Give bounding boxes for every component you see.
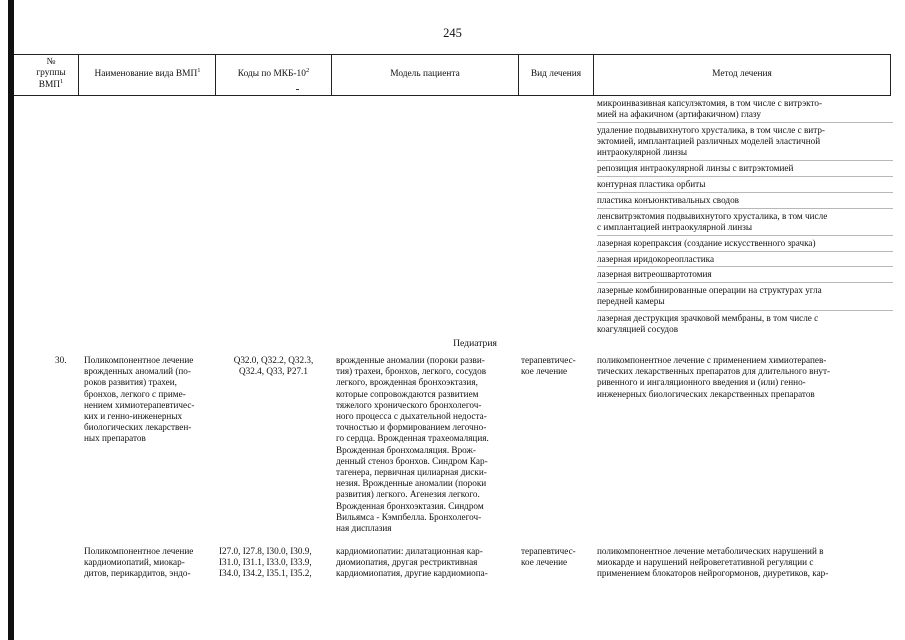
header-divider [593, 54, 594, 96]
method-item: пластика конъюнктивальных сводов [597, 195, 740, 205]
vmp-name: Поликомпонентное лечение кардиомиопатий, миокар- дитов, перикардитов, эндо- [84, 546, 194, 579]
method-separator [597, 192, 893, 193]
method-item: репозиция интраокулярной линзы с витрэктомией [597, 163, 794, 173]
header-group-no: № группы ВМП$^1$ [36, 57, 66, 90]
method-item: лазерные комбинированные операции на структурах угла передней камеры [597, 285, 822, 307]
method-item: контурная пластика орбиты [597, 179, 706, 189]
treatment-method: поликомпонентное лечение метаболических нарушений в миокарде и нарушений нейровегетативной регуляции с применением блокаторов нейрогормонов, диуретиков, кар- [597, 546, 829, 579]
treatment-type: терапевтичес- кое лечение [521, 546, 576, 568]
method-separator [597, 122, 893, 123]
mkb-codes: I27.0, I27.8, I30.0, I30.9, I31.0, I31.1, I33.0, I33.9, I34.0, I34.2, I35.1, I35.2, [219, 546, 312, 579]
method-separator [597, 310, 893, 311]
method-separator [597, 282, 893, 283]
patient-model: врожденные аномалии (пороки разви- тия) трахеи, бронхов, легкого, сосудов легкого, врожденная бронхоэктазия, которые сопровождаются развитием тяжелого хронического бронхолегоч- ного процесса с дыхательной недоста- точностью и формированием легочно- го сердца. Врожденная трахеомаляция. Врожденная бронхомаляция. Врож- денный стеноз бронхов. Синдром Кар- тагенера, первичная цилиарная диски- незия. Врожденные аномалии (пороки развития) легкого. Агенезия легкого. Врожденная бронхоэктазия. Синдром Вильямса - Кэмпбелла. Бронхолегоч- ная дисплазия [336, 355, 489, 534]
method-item: лазерная деструкция зрачковой мембраны, в том числе с коагуляцией сосудов [597, 313, 819, 335]
header-top-rule [14, 54, 891, 55]
header-dash-mark [296, 89, 299, 90]
header-bottom-rule [14, 95, 891, 96]
method-item: лазерная корепраксия (создание искусственного зрачка) [597, 238, 816, 248]
vmp-name: Поликомпонентное лечение врожденных аномалий (по- роков развития) трахеи, бронхов, легкого с приме- нением химиотерапевтичес- ких и генно-инженерных биологических лекарствен- ных препаратов [84, 355, 195, 444]
header-divider [215, 54, 216, 96]
patient-model: кардиомиопатии: дилатационная кар- диомиопатия, другая рестриктивная кардиомиопатия, другие кардиомиопа- [336, 546, 488, 579]
header-vmp-name: Наименование вида ВМП$^1$ [94, 66, 201, 79]
method-separator [597, 208, 893, 209]
mkb-codes: Q32.0, Q32.2, Q32.3, Q32.4, Q33, P27.1 [233, 355, 314, 377]
method-item: ленсвитрэктомия подвывихнутого хрусталика, в том числе с имплантацией интраокулярной линзы [597, 211, 828, 233]
method-item: микроинвазивная капсулэктомия, в том числе с витрэкто- мией на афакичном (артифакичном) глазу [597, 98, 823, 120]
header-divider [518, 54, 519, 96]
method-separator [597, 160, 893, 161]
method-item: лазерная витреошвартотомия [597, 269, 712, 279]
treatment-method: поликомпонентное лечение с применением химиотерапев- тических лекарственных препаратов для длительного внут- ривенного и ингаляционного введения и (или) генно- инженерных биологических лекарственных препаратов [597, 355, 831, 399]
header-treatment-type: Вид лечения [530, 69, 582, 79]
header-treatment-method: Метод лечения [712, 69, 772, 79]
method-separator [597, 235, 893, 236]
method-separator [597, 266, 893, 267]
header-divider [890, 54, 891, 96]
treatment-type: терапевтичес- кое лечение [521, 355, 576, 377]
method-item: лазерная иридокореопластика [597, 254, 715, 264]
section-title: Педиатрия [453, 338, 497, 349]
method-separator [597, 251, 893, 252]
header-patient-model: Модель пациента [390, 69, 460, 79]
header-mkb-codes: Коды по МКБ-$10^2$ [237, 66, 310, 79]
method-separator [597, 176, 893, 177]
header-divider [331, 54, 332, 96]
header-divider [78, 54, 79, 96]
method-item: удаление подвывихнутого хрусталика, в том числе с витр- эктомией, имплантацией различных моделей эластичной интраокулярной линзы [597, 125, 825, 158]
page-left-border [8, 0, 14, 640]
page-number: 245 [443, 26, 462, 40]
row-number: 30. [55, 355, 67, 365]
